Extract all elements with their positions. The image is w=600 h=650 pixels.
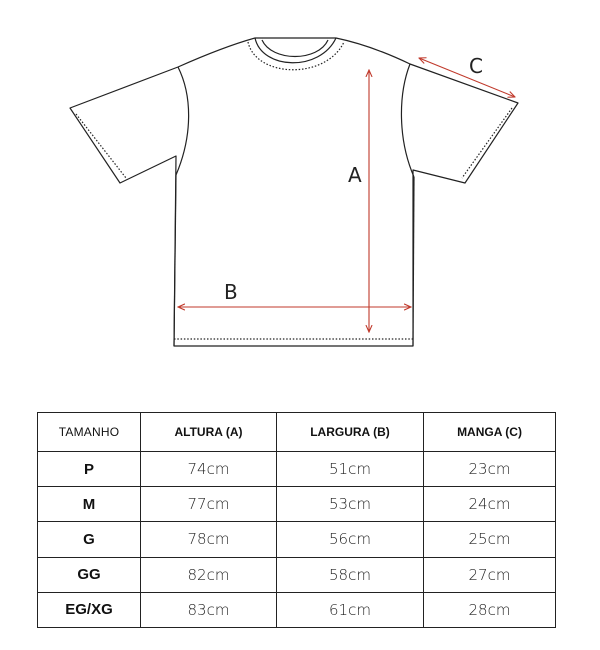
size-table	[37, 412, 556, 628]
altura-cell: 74cm	[141, 452, 277, 487]
manga-cell: 28cm	[424, 592, 556, 627]
header-manga: MANGA (C)	[424, 413, 556, 452]
height-label: A	[348, 163, 362, 187]
manga-cell: 24cm	[424, 487, 556, 522]
header-largura: LARGURA (B)	[277, 413, 424, 452]
altura-cell: 82cm	[141, 557, 277, 592]
sleeve-measure-line	[419, 58, 515, 97]
left-armhole-seam	[176, 67, 189, 175]
largura-cell: 61cm	[277, 592, 424, 627]
size-cell: M	[38, 487, 141, 522]
table-header-row	[38, 413, 556, 452]
header-altura: ALTURA (A)	[141, 413, 277, 452]
altura-cell: 78cm	[141, 522, 277, 557]
width-label: B	[224, 280, 238, 304]
manga-cell: 27cm	[424, 557, 556, 592]
right-sleeve-hem	[462, 108, 512, 178]
sleeve-label: C	[469, 54, 483, 78]
altura-cell: 77cm	[141, 487, 277, 522]
manga-cell: 23cm	[424, 452, 556, 487]
left-sleeve-hem	[76, 114, 126, 178]
collar-inner	[262, 40, 328, 57]
manga-cell: 25cm	[424, 522, 556, 557]
largura-cell: 56cm	[277, 522, 424, 557]
collar-stitch	[248, 42, 344, 70]
size-cell: P	[38, 452, 141, 487]
header-tamanho: TAMANHO	[38, 413, 141, 452]
table-row	[38, 522, 556, 557]
collar-outer	[255, 38, 336, 63]
tshirt-body-outline	[70, 38, 518, 346]
table-row	[38, 452, 556, 487]
table-row	[38, 592, 556, 627]
largura-cell: 58cm	[277, 557, 424, 592]
tshirt-outline	[70, 38, 518, 346]
largura-cell: 53cm	[277, 487, 424, 522]
size-cell: GG	[38, 557, 141, 592]
right-armhole-seam	[401, 64, 414, 177]
table-row	[38, 557, 556, 592]
altura-cell: 83cm	[141, 592, 277, 627]
size-cell: G	[38, 522, 141, 557]
table-row	[38, 487, 556, 522]
size-cell: EG/XG	[38, 592, 141, 627]
largura-cell: 51cm	[277, 452, 424, 487]
